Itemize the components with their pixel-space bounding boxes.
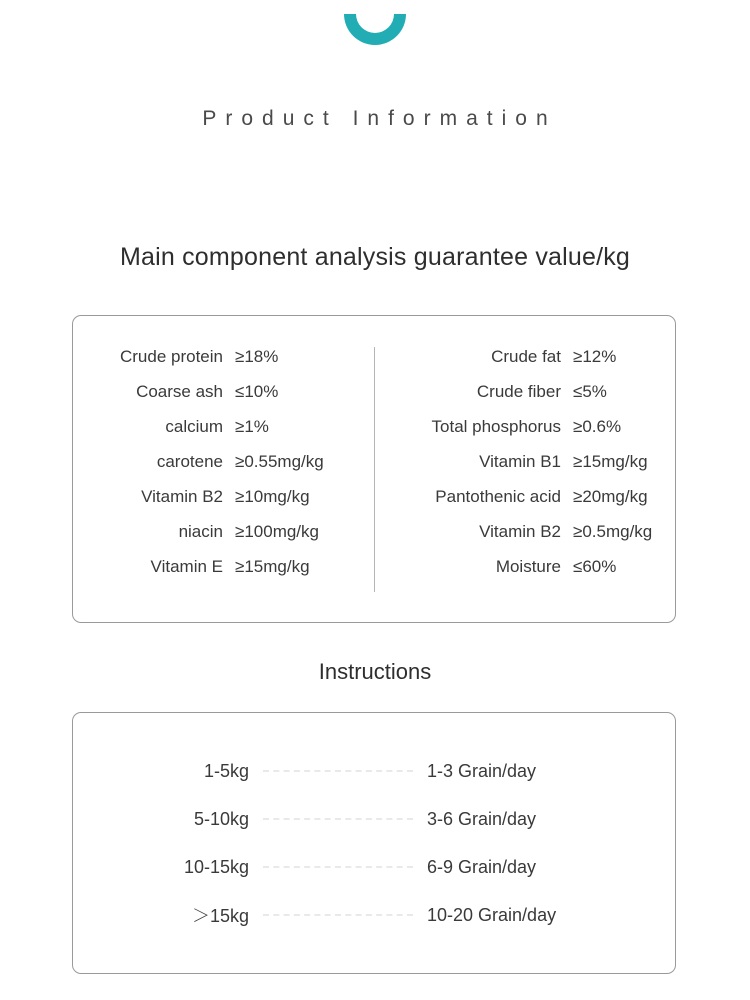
instructions-heading: Instructions [318, 659, 432, 684]
nutrition-column-right [374, 347, 675, 592]
nutrient-label: Vitamin B2 [479, 521, 561, 541]
brand-logo [0, 14, 750, 45]
nutrient-label: Vitamin E [150, 556, 223, 576]
table-row [73, 382, 354, 417]
nutrition-panel [72, 315, 676, 623]
nutrient-label: Vitamin B2 [141, 486, 223, 506]
nutrient-label: Pantothenic acid [435, 486, 561, 506]
weight-range: 1-5kg [203, 760, 249, 781]
table-row [389, 347, 675, 382]
table-row [73, 487, 354, 522]
table-row [389, 557, 675, 592]
nutrient-label: Crude fiber [476, 381, 561, 401]
nutrient-value: ≥12% [573, 346, 617, 366]
nutrient-value: ≥18% [235, 346, 279, 366]
table-row [95, 843, 653, 891]
table-row [73, 347, 354, 382]
nutrient-value: ≥0.55mg/kg [235, 451, 324, 471]
dosage-value: 1-3 Grain/day [427, 760, 537, 781]
nutrient-value: ≥100mg/kg [235, 521, 319, 541]
table-row [389, 417, 675, 452]
dashed-connector [263, 770, 413, 772]
table-row [73, 522, 354, 557]
nutrient-value: ≤10% [235, 381, 279, 401]
arc-logo-icon [344, 14, 406, 45]
nutrition-heading: Main component analysis guarantee value/kg [119, 243, 631, 271]
dosage-value: 10-20 Grain/day [427, 904, 557, 925]
nutrient-label: carotene [156, 451, 223, 471]
nutrient-value: ≥20mg/kg [573, 486, 648, 506]
nutrient-value: ≥1% [235, 416, 269, 436]
nutrition-column-left [73, 347, 374, 592]
dosage-value: 6-9 Grain/day [427, 856, 537, 877]
nutrient-value: ≥10mg/kg [235, 486, 310, 506]
table-row [73, 452, 354, 487]
table-row [389, 452, 675, 487]
nutrient-label: Coarse ash [136, 381, 223, 401]
nutrient-value: ≥0.5mg/kg [573, 521, 653, 541]
nutrient-label: Moisture [495, 556, 561, 576]
dashed-connector [263, 818, 413, 820]
weight-range: 5-10kg [193, 808, 249, 829]
nutrient-label: calcium [165, 416, 223, 436]
nutrient-label: Crude protein [119, 346, 223, 366]
table-row [389, 487, 675, 522]
table-row [73, 417, 354, 452]
dashed-connector [263, 914, 413, 916]
nutrient-value: ≤60% [573, 556, 617, 576]
nutrient-value: ≥0.6% [573, 416, 622, 436]
nutrient-label: Crude fat [491, 346, 561, 366]
table-row [389, 382, 675, 417]
nutrient-label: Vitamin B1 [479, 451, 561, 471]
weight-range: 10-15kg [183, 856, 249, 877]
table-row [73, 557, 354, 592]
table-row [389, 522, 675, 557]
table-row [95, 891, 653, 939]
nutrient-label: niacin [178, 521, 223, 541]
instructions-grid [73, 713, 675, 973]
instructions-panel [72, 712, 676, 974]
nutrient-value: ≥15mg/kg [235, 556, 310, 576]
nutrient-label: Total phosphorus [431, 416, 561, 436]
nutrition-grid [73, 316, 675, 622]
weight-range: ＞15kg [191, 906, 249, 926]
section-label: Product Information [202, 107, 557, 130]
table-row [95, 795, 653, 843]
table-row [95, 747, 653, 795]
nutrient-value: ≥15mg/kg [573, 451, 648, 471]
dosage-value: 3-6 Grain/day [427, 808, 537, 829]
nutrient-value: ≤5% [573, 381, 607, 401]
dashed-connector [263, 866, 413, 868]
